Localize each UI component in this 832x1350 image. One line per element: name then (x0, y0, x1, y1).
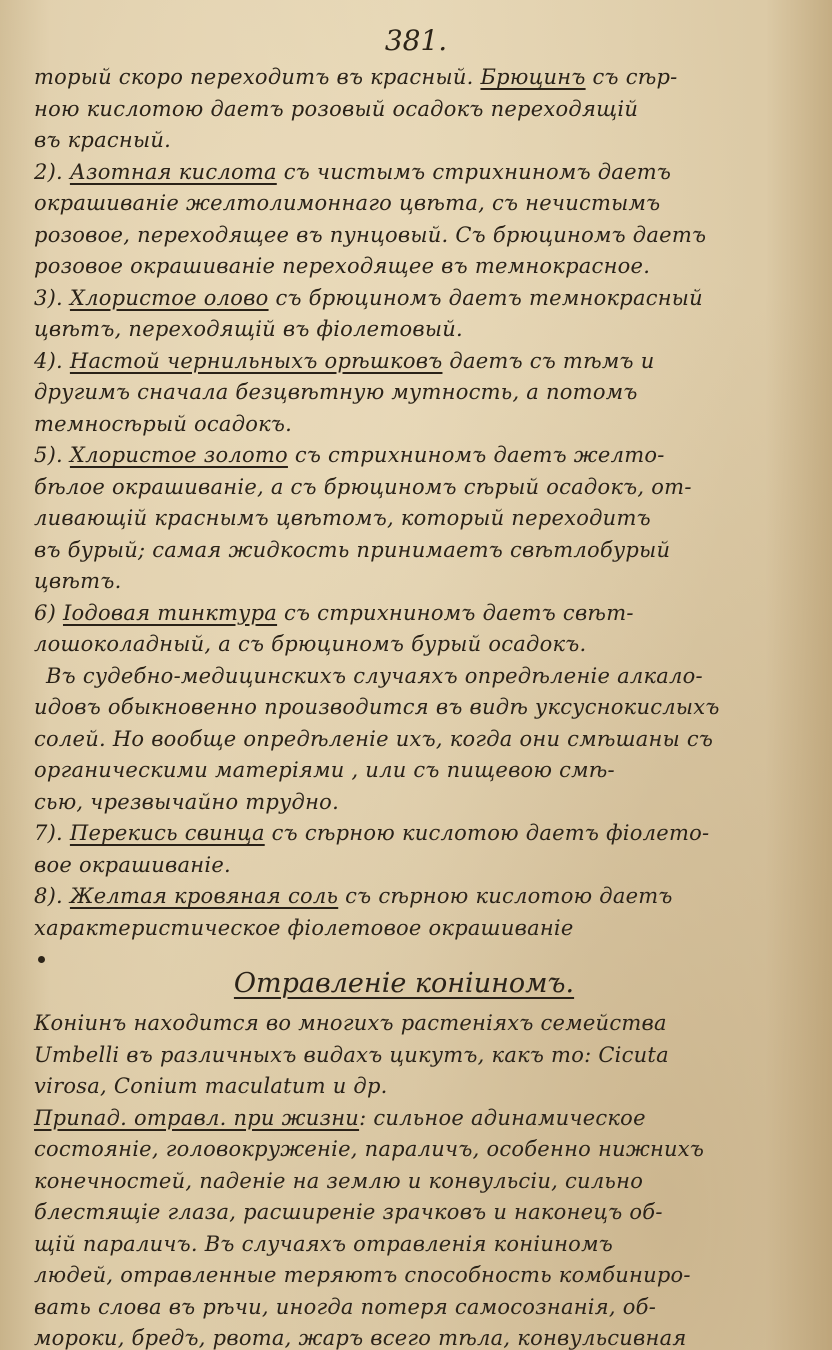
line-text-continuation: съ стрихниномъ даетъ свѣт- (277, 600, 634, 625)
line-text: органическими матеріями , или съ пищевою смѣ- (34, 758, 615, 782)
manuscript-line (34, 566, 774, 598)
manuscript-line (34, 755, 774, 787)
line-text: людей, отравленные теряютъ способность комбиниро- (34, 1263, 691, 1287)
line-text: другимъ сначала безцвѣтную мутность, а потомъ (34, 380, 638, 404)
line-text: въ бурый; самая жидкость принимаетъ свѣтлобурый (34, 537, 671, 562)
manuscript-line (34, 251, 774, 283)
manuscript-line (34, 692, 774, 724)
manuscript-line (34, 94, 774, 126)
manuscript-line (34, 1134, 774, 1166)
line-text: розовое, переходящее въ пунцовый. Съ брюциномъ даетъ (34, 222, 707, 247)
manuscript-line (34, 1166, 774, 1198)
manuscript-line (34, 440, 774, 472)
line-text: virosa, Conium maculatum и др. (34, 1074, 388, 1098)
line-text: 7). (34, 821, 70, 845)
line-text: въ красный. (34, 128, 172, 152)
underlined-term: Хлористое золото (69, 443, 288, 467)
line-text: Umbelli въ различныхъ видахъ цикутъ, какъ то: Cicuta (34, 1042, 669, 1067)
line-text-continuation: даетъ съ тѣмъ и (442, 348, 655, 373)
manuscript-line (34, 850, 774, 882)
line-text: конечностей, паденіе на землю и конвульсіи, сильно (34, 1168, 644, 1193)
underlined-term: Іодовая тинктура (62, 600, 278, 625)
manuscript-line (34, 346, 774, 378)
line-text: окрашиваніе желтолимоннаго цвѣта, съ нечистымъ (34, 191, 661, 215)
manuscript-line (34, 661, 774, 693)
manuscript-line (34, 598, 774, 630)
manuscript-line (34, 157, 774, 189)
section-heading (34, 962, 774, 1006)
line-text-continuation: съ стрихниномъ даетъ желто- (287, 443, 665, 467)
line-text: вое окрашиваніе. (34, 852, 231, 877)
line-text: темносѣрый осадокъ. (34, 411, 293, 436)
line-text: 2). (34, 159, 70, 184)
page-number: 381. (384, 24, 448, 57)
line-text: бѣлое окрашиваніе, а съ брюциномъ сѣрый осадокъ, от- (34, 474, 692, 499)
manuscript-line (34, 535, 774, 567)
line-text: ливающій краснымъ цвѣтомъ, который переходитъ (34, 506, 651, 530)
underlined-term: Настой чернильныхъ орѣшковъ (69, 348, 443, 373)
line-text: лошоколадный, а съ брюциномъ бурый осадокъ. (34, 632, 587, 656)
manuscript-text (34, 62, 774, 1350)
manuscript-line (34, 1229, 774, 1261)
line-text: вать слова въ рѣчи, иногда потеря самосознанія, об- (34, 1294, 657, 1319)
manuscript-line (34, 1260, 774, 1292)
manuscript-line (34, 881, 774, 913)
underlined-term: Перекись свинца (69, 821, 265, 845)
underlined-term: Хлористое олово (69, 285, 269, 310)
line-text: цвѣтъ. (34, 569, 122, 593)
manuscript-line (34, 188, 774, 220)
line-text: Коніинъ находится во многихъ растеніяхъ семейства (34, 1011, 667, 1035)
line-text: ною кислотою даетъ розовый осадокъ переходящій (34, 96, 639, 121)
manuscript-line (34, 1197, 774, 1229)
manuscript-line (34, 629, 774, 661)
manuscript-line (34, 62, 774, 94)
line-text: цвѣтъ, переходящій въ фіолетовый. (34, 317, 463, 341)
manuscript-line (34, 1103, 774, 1135)
line-text: 6) (34, 600, 63, 625)
manuscript-line (34, 1008, 774, 1040)
section-heading-text: Отравленіе коніиномъ. (233, 968, 575, 999)
line-text: мороки, бредъ, рвота, жаръ всего тѣла, конвульсивная (34, 1326, 687, 1350)
manuscript-line (34, 283, 774, 315)
manuscript-line (34, 1292, 774, 1324)
line-text: Въ судебно-медицинскихъ случаяхъ опредѣленіе алкало- (46, 663, 703, 688)
underlined-term: Брюцинъ (480, 65, 586, 89)
manuscript-line (34, 787, 774, 819)
line-text: блестящіе глаза, расширеніе зрачковъ и наконецъ об- (34, 1200, 663, 1224)
line-text: розовое окрашиваніе переходящее въ темнокрасное. (34, 254, 651, 278)
line-text: состояніе, головокруженіе, параличъ, особенно нижнихъ (34, 1137, 705, 1161)
underlined-term: Припад. отравл. при жизни (34, 1105, 360, 1130)
line-text: солей. Но вообще опредѣленіе ихъ, когда они смѣшаны съ (34, 726, 714, 751)
manuscript-line (34, 1040, 774, 1072)
line-text: сью, чрезвычайно трудно. (34, 789, 340, 814)
underlined-term: Желтая кровяная соль (69, 884, 339, 908)
manuscript-line (34, 724, 774, 756)
manuscript-line (34, 503, 774, 535)
line-text-continuation: съ сѣрною кислотою даетъ фіолето- (264, 821, 710, 845)
manuscript-line (34, 1323, 774, 1350)
line-text: характеристическое фіолетовое окрашиваніе (34, 915, 574, 940)
manuscript-line (34, 913, 774, 945)
manuscript-line (34, 818, 774, 850)
manuscript-line (34, 125, 774, 157)
line-text: 8). (34, 884, 70, 908)
line-text: 4). (34, 348, 70, 373)
manuscript-line (34, 1071, 774, 1103)
manuscript-line (34, 472, 774, 504)
line-text-continuation: съ сѣрною кислотою даетъ (338, 884, 673, 908)
manuscript-line (34, 377, 774, 409)
line-text-continuation: съ брюциномъ даетъ темнокрасный (268, 285, 703, 310)
line-text-continuation: съ чистымъ стрихниномъ даетъ (276, 159, 672, 184)
manuscript-line (34, 220, 774, 252)
line-text: 5). (34, 443, 70, 467)
line-text: идовъ обыкновенно производится въ видѣ уксуснокислыхъ (34, 695, 720, 719)
line-text-continuation: : сильное адинамическое (359, 1105, 646, 1130)
manuscript-line (34, 314, 774, 346)
line-text: щій параличъ. Въ случаяхъ отравленія коніиномъ (34, 1231, 613, 1256)
underlined-term: Азотная кислота (69, 159, 277, 184)
line-text: торый скоро переходитъ въ красный. (34, 65, 481, 89)
manuscript-line (34, 409, 774, 441)
line-text-continuation: съ сѣр- (585, 65, 678, 89)
line-text: 3). (34, 285, 70, 310)
